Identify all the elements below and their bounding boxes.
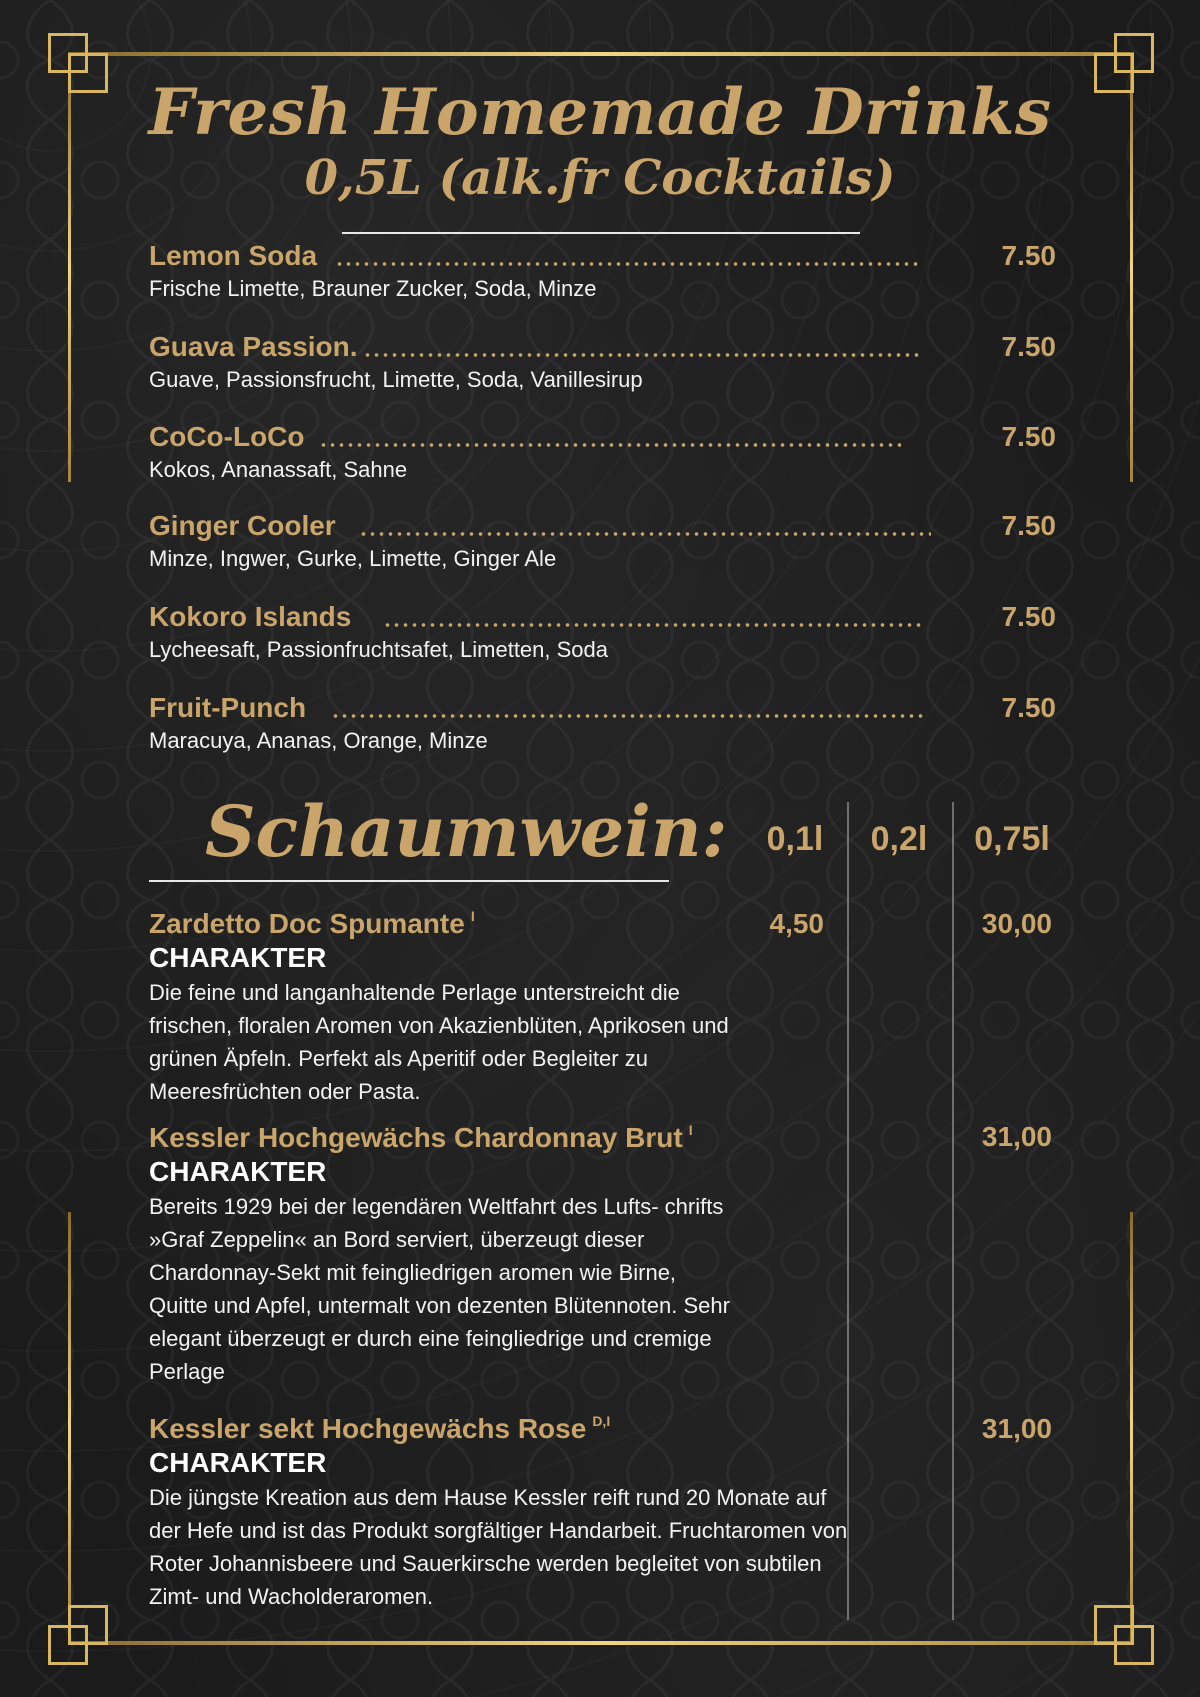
section-title: Schaumwein: (205, 790, 728, 873)
dot-leader (383, 623, 923, 627)
drink-name: CoCo-LoCo (149, 421, 305, 452)
allergen-marker: D,I (592, 1413, 611, 1429)
frame-bottom-line (68, 1641, 1134, 1645)
drink-description: Lycheesaft, Passionfruchtsafet, Limetten, Soda (149, 637, 609, 662)
drink-name: Lemon Soda (149, 240, 318, 271)
wine-item (149, 1413, 849, 1613)
drink-description: Guave, Passionsfrucht, Limette, Soda, Vanillesirup (149, 367, 643, 392)
drink-price: 7.50 (1001, 240, 1056, 271)
drink-item (149, 331, 1056, 393)
wine-name: Kessler Hochgewächs Chardonnay Brut (149, 1122, 683, 1153)
wine-character-label: CHARAKTER (149, 1447, 327, 1478)
wine-name: Zardetto Doc Spumante (149, 908, 465, 939)
frame-corner-ornament (1086, 1597, 1154, 1665)
frame-left-lower-line (68, 1212, 71, 1644)
drink-name: Ginger Cooler (149, 510, 336, 541)
allergen-marker: I (688, 1122, 693, 1138)
column-header: 0,1l (766, 820, 824, 858)
drink-price: 7.50 (1001, 510, 1056, 541)
drink-name: Guava Passion. (149, 331, 358, 362)
wine-name-line (149, 1413, 849, 1445)
wine-price-bottle: 31,00 (981, 1121, 1052, 1152)
wine-price-bottle: 31,00 (981, 1413, 1052, 1444)
drink-item (149, 421, 1056, 483)
frame-top-line (68, 52, 1134, 56)
drink-name: Fruit-Punch (149, 692, 307, 723)
wine-description: Die jüngste Kreation aus dem Hause Kessler reift rund 20 Monate auf der Hefe und ist das Produkt sorgfältiger Handarbeit. Fruchtaromen von Roter Johannisbeere und Sauerkirsche werden begleitet von subtilen Zimt- und Wacholderaromen. (149, 1485, 848, 1609)
drink-item (149, 692, 1056, 754)
column-header: 0,75l (974, 820, 1050, 858)
section-divider (149, 880, 669, 882)
dot-leader (359, 532, 931, 536)
drink-name: Kokoro Islands (149, 601, 352, 632)
drink-item (149, 240, 1056, 302)
frame-corner-ornament (48, 1597, 116, 1665)
dot-leader (319, 443, 903, 447)
column-header: 0,2l (870, 820, 928, 858)
drink-item (149, 601, 1056, 663)
drink-price: 7.50 (1001, 601, 1056, 632)
title-divider (342, 232, 860, 234)
wine-name-line (149, 1122, 849, 1154)
drink-description: Frische Limette, Brauner Zucker, Soda, Minze (149, 276, 597, 301)
allergen-marker: I (470, 908, 475, 924)
dot-leader (331, 714, 927, 718)
drink-description: Maracuya, Ananas, Orange, Minze (149, 728, 488, 753)
wine-price-bottle: 30,00 (981, 908, 1052, 939)
menu-subtitle: 0,5L (alk.fr Cocktails) (304, 150, 896, 206)
dot-leader (363, 353, 919, 357)
drink-description: Kokos, Ananassaft, Sahne (149, 457, 408, 482)
wine-description: Bereits 1929 bei der legendären Weltfahrt des Lufts- chrifts »Graf Zeppelin« an Bord serviert, überzeugt dieser Chardonnay-Sekt mit feingliedrigen aromen wie Birne, Quitte und Apfel, untermalt von dezenten Blütennoten. Sehr elegant überzeugt er durch eine feingliedrige und cremige Perlage (149, 1194, 730, 1384)
wine-description: Die feine und langanhaltende Perlage unterstreicht die frischen, floralen Aromen von Akazienblüten, Aprikosen und grünen Äpfeln. Perfekt als Aperitif oder Begleiter zu Meeresfrüchten oder Pasta. (149, 980, 729, 1104)
wine-name: Kessler sekt Hochgewächs Rose (149, 1413, 587, 1444)
wine-price-small: 4,50 (769, 908, 824, 939)
drink-price: 7.50 (1001, 331, 1056, 362)
drink-item (149, 510, 1056, 572)
drink-price: 7.50 (1001, 692, 1056, 723)
wine-item (149, 1122, 849, 1388)
drink-description: Minze, Ingwer, Gurke, Limette, Ginger Ale (149, 546, 557, 571)
dot-leader (335, 262, 921, 266)
drink-price: 7.50 (1001, 421, 1056, 452)
menu-title: Fresh Homemade Drinks (148, 75, 1052, 150)
frame-right-lower-line (1130, 1212, 1133, 1644)
wine-character-label: CHARAKTER (149, 942, 327, 973)
wine-character-label: CHARAKTER (149, 1156, 327, 1187)
